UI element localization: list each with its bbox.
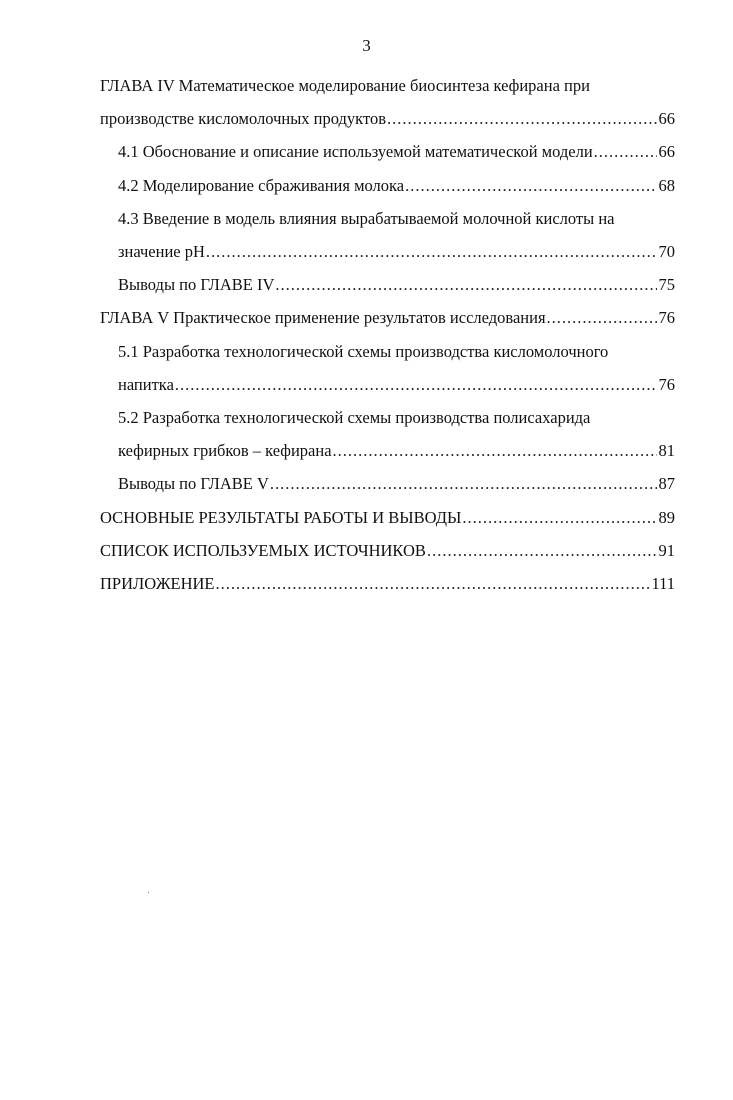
toc-entry-title: Выводы по ГЛАВЕ V [118, 474, 269, 494]
toc-entry-last-line [100, 572, 675, 596]
toc-page-number: 76 [658, 374, 675, 394]
toc-entry-last-line [118, 439, 675, 463]
dot-leader [215, 572, 649, 596]
toc-page-number: 68 [658, 175, 675, 195]
toc-entry-title: напитка [118, 374, 174, 394]
toc-entry-title: 4.2 Моделирование сбраживания молока [118, 175, 405, 195]
dot-leader [547, 306, 657, 330]
dot-leader [405, 174, 656, 198]
toc-entry-last-line [100, 107, 675, 131]
toc-entry-last-line [118, 240, 675, 264]
toc-entry-title: ПРИЛОЖЕНИЕ [100, 574, 215, 593]
dot-leader [333, 439, 657, 463]
toc-page-number: 70 [658, 242, 675, 261]
toc-entry-line [118, 340, 608, 364]
toc-page-number: 89 [658, 507, 675, 527]
toc-page-number: 75 [658, 275, 675, 295]
toc-entry-line [118, 207, 615, 231]
dot-leader [206, 240, 657, 264]
scan-speck [148, 892, 149, 893]
dot-leader [387, 107, 657, 131]
dot-leader [594, 140, 657, 164]
toc-entry-title: производстве кисломолочных продуктов [100, 109, 386, 129]
toc-entry-title: кефирных грибков – кефирана [118, 441, 332, 461]
toc-entry-line [100, 74, 590, 98]
toc-page-number: 66 [658, 142, 675, 162]
toc-page-number: 87 [658, 474, 675, 494]
toc-page-number: 111 [651, 574, 675, 593]
toc-entry-last-line [100, 539, 675, 563]
toc-entry-title: СПИСОК ИСПОЛЬЗУЕМЫХ ИСТОЧНИКОВ [100, 540, 426, 560]
toc-entry-last-line [118, 273, 675, 297]
toc-entry-title: значение pH [118, 242, 205, 261]
toc-entry-text: 4.3 Введение в модель влияния вырабатываемой молочной кислоты на [118, 208, 615, 228]
toc-page-number: 76 [658, 308, 675, 328]
toc-entry-last-line [118, 373, 675, 397]
dot-leader [270, 472, 657, 496]
toc-entry-text: 5.2 Разработка технологической схемы производства полисахарида [118, 408, 591, 427]
dot-leader [275, 273, 656, 297]
dot-leader [175, 373, 657, 397]
toc-entry-last-line [118, 174, 675, 198]
toc-entry-line [118, 406, 590, 430]
toc-entry-title: Выводы по ГЛАВЕ IV [118, 275, 275, 295]
toc-entry-title: 4.1 Обоснование и описание используемой математической модели [118, 142, 593, 162]
toc-page-number: 91 [658, 540, 675, 560]
dot-leader [427, 539, 657, 563]
dot-leader [462, 506, 656, 530]
toc-entry-text: ГЛАВА IV Математическое моделирование биосинтеза кефирана при [100, 76, 590, 95]
toc-entry-title: ОСНОВНЫЕ РЕЗУЛЬТАТЫ РАБОТЫ И ВЫВОДЫ [100, 507, 462, 527]
toc-entry-last-line [118, 140, 675, 164]
page-number: 3 [362, 36, 371, 55]
toc-entry-last-line [118, 472, 675, 496]
toc-page-number: 66 [658, 109, 675, 129]
toc-entry-last-line [100, 506, 675, 530]
toc-page-number: 81 [658, 441, 675, 461]
toc-entry-last-line [100, 306, 675, 330]
toc-entry-text: 5.1 Разработка технологической схемы производства кисломолочного [118, 341, 609, 361]
toc-entry-title: ГЛАВА V Практическое применение результатов исследования [100, 308, 546, 328]
